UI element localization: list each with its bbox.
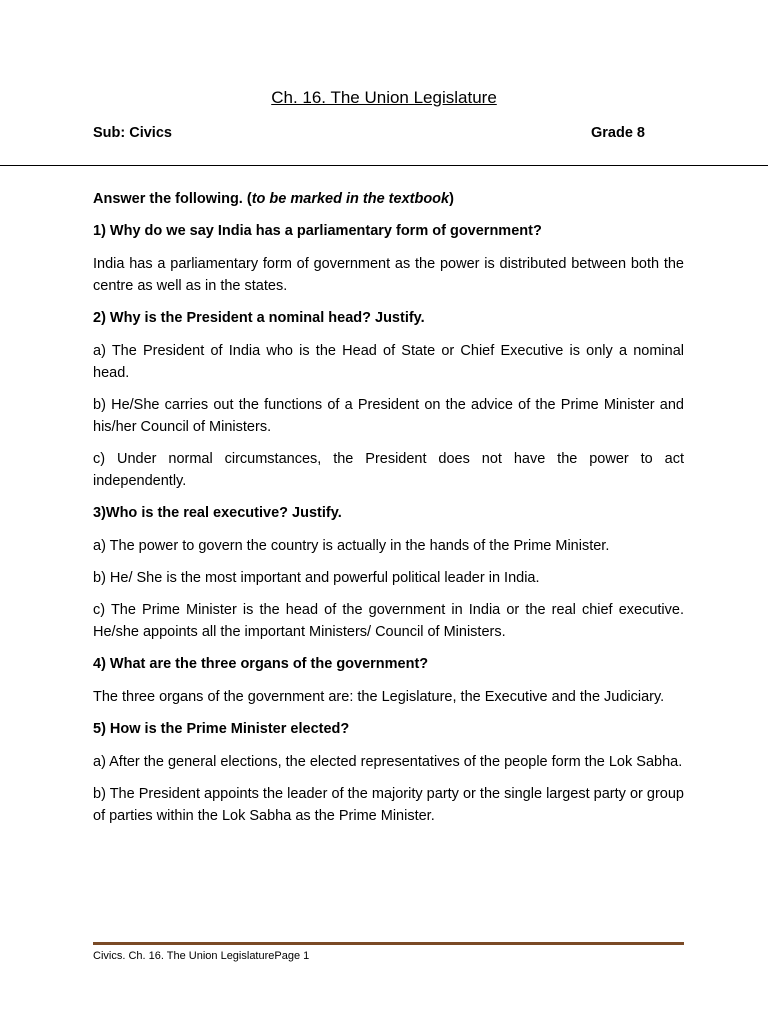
answer: India has a parliamentary form of government as the power is distributed between both the centre as well as in the states. [93,256,684,294]
answer: a) The power to govern the country is actually in the hands of the Prime Minister. [93,538,610,554]
question: 2) Why is the President a nominal head? Justify. [93,310,425,326]
header-divider [0,165,768,166]
grade-label: Grade 8 [591,125,645,141]
answer: b) The President appoints the leader of the majority party or the single largest party or group of parties within the Lok Sabha as the Prime Minister. [93,786,684,824]
answer: a) After the general elections, the elected representatives of the people form the Lok Sabha. [93,754,683,770]
instructions-close: ) [449,191,454,207]
instructions-italic: to be marked in the textbook [251,191,450,207]
answer: The three organs of the government are: the Legislature, the Executive and the Judiciary. [93,689,665,705]
page-footer: Civics. Ch. 16. The Union LegislaturePage 1 [93,950,310,962]
answer: c) Under normal circumstances, the President does not have the power to act independently. [93,451,684,489]
question: 4) What are the three organs of the government? [93,656,429,672]
question: 1) Why do we say India has a parliamentary form of government? [93,223,542,239]
instructions-text: Answer the following. ( [93,191,252,207]
page-title: Ch. 16. The Union Legislature [271,88,497,107]
worksheet-content [93,188,684,837]
instructions [93,188,684,210]
question: 5) How is the Prime Minister elected? [93,721,350,737]
answer: c) The Prime Minister is the head of the government in India or the real chief executive. He/she appoints all the important Ministers/ Council of Ministers. [93,602,684,640]
qa-list [93,220,684,827]
question: 3)Who is the real executive? Justify. [93,505,342,521]
answer: b) He/She carries out the functions of a President on the advice of the Prime Minister and his/her Council of Ministers. [93,397,684,435]
answer: b) He/ She is the most important and powerful political leader in India. [93,570,540,586]
answer: a) The President of India who is the Head of State or Chief Executive is only a nominal head. [93,343,684,381]
footer-divider [93,942,684,945]
subject-label: Sub: Civics [93,125,172,141]
